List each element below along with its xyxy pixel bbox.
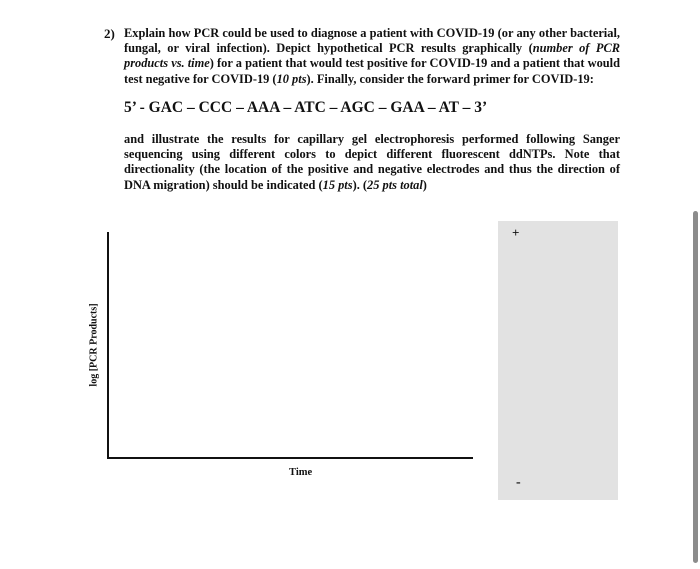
question-text-1b: ) for a patient that would test positive for COVID-19 and a patient that would test negative for COVID-19 ( <box>124 56 620 86</box>
graph-y-axis <box>107 232 109 458</box>
negative-electrode-label: - <box>516 475 521 490</box>
pcr-graph <box>84 225 484 495</box>
positive-electrode-label: + <box>512 225 520 240</box>
question-paragraph-1 <box>124 26 620 87</box>
question-emphasis-axes: number of PCR products vs. time <box>124 41 620 71</box>
graph-y-label: log [PCR Products] <box>88 303 100 387</box>
graph-x-label: Time <box>289 467 313 478</box>
question-text-1c: ). Finally, consider the forward primer for COVID-19: <box>306 71 594 86</box>
scrollbar[interactable] <box>693 211 698 563</box>
question-emphasis-total: 25 pts total <box>367 177 423 192</box>
question-text-2c: ) <box>422 177 427 192</box>
question-text-2a: and illustrate the results for capillary gel electrophoresis performed following Sanger sequencing using different colors to depict different fluorescent ddNTPs. Note that directionality (the location of the positive and negative electrodes and thus the direction of DNA migration) should be indicated ( <box>124 132 620 192</box>
question-number: 2) <box>104 26 115 41</box>
gel-panel <box>498 221 618 500</box>
question-text-2b: ). ( <box>352 177 368 192</box>
question-emphasis-points-1: 10 pts <box>276 71 307 86</box>
graph-x-axis <box>107 457 473 459</box>
question-paragraph-2 <box>124 132 620 193</box>
question-emphasis-points-2: 15 pts <box>322 177 353 192</box>
question-text-1a: Explain how PCR could be used to diagnose a patient with COVID-19 (or any other bacterial, fungal, or viral infection). Depict hypothetical PCR results graphically ( <box>124 26 620 56</box>
primer-sequence: 5’ - GAC – CCC – AAA – ATC – AGC – GAA – AT – 3’ <box>124 99 488 116</box>
